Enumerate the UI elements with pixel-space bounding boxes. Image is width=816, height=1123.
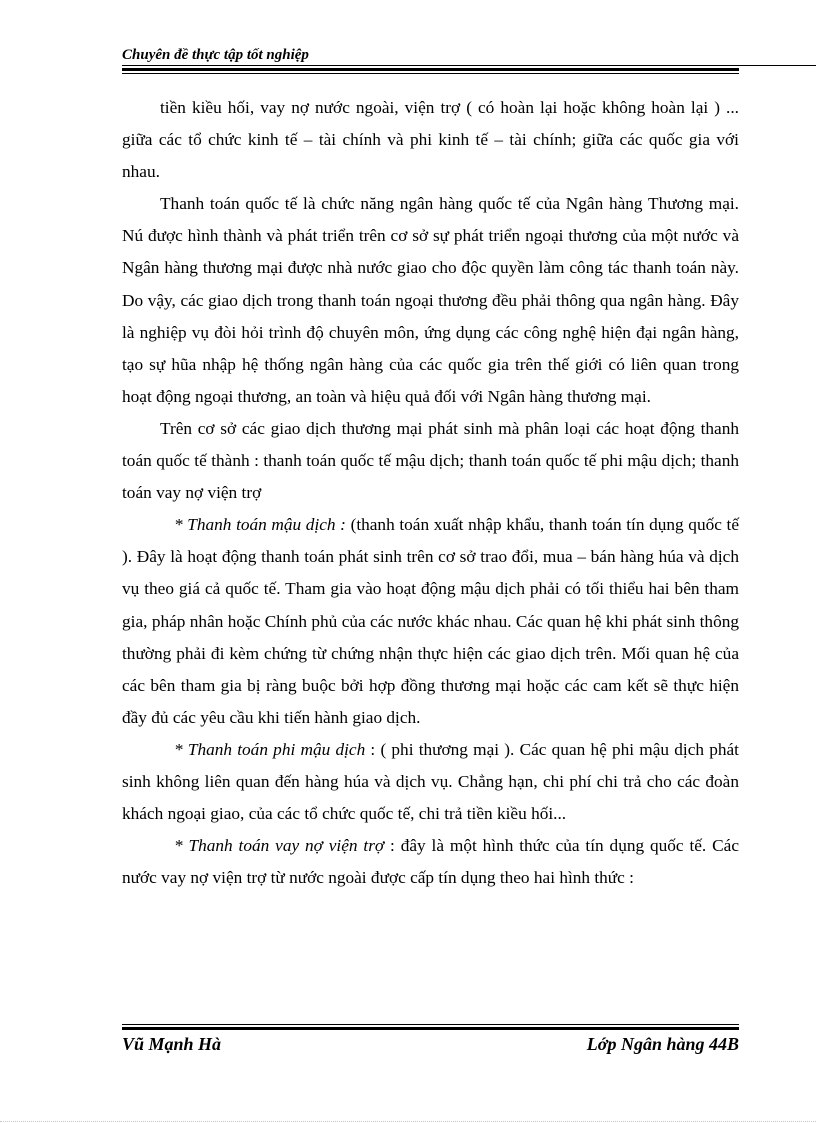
paragraph-4	[122, 509, 739, 734]
paragraph-6-lead: * Thanh toán vay nợ viện trợ	[174, 836, 385, 856]
paragraph-6	[122, 830, 739, 894]
paragraph-4-lead: * Thanh toán mậu dịch :	[174, 515, 346, 535]
header-title: Chuyên đề thực tập tốt nghiệp	[122, 47, 309, 63]
footer-class: Lớp Ngân hàng 44B	[586, 1034, 739, 1054]
paragraph-6-text: : đây là một hình thức của tín dụng quốc tế. Các nước vay nợ viện trợ từ nước ngoài được cấp tín dụng theo hai hình thức :	[122, 836, 739, 888]
footer-author: Vũ Mạnh Hà	[122, 1034, 222, 1054]
paragraph-1: tiền kiều hối, vay nợ nước ngoài, viện trợ ( có hoàn lại hoặc không hoàn lại ) ... giữa các tổ chức kinh tế – tài chính và phi kinh tế – tài chính; giữa các quốc gia với nhau.	[122, 98, 739, 182]
page-edge-divider	[0, 1121, 816, 1122]
paragraph-5	[122, 734, 739, 830]
paragraph-5-lead: * Thanh toán phi mậu dịch	[174, 739, 366, 759]
paragraph-3: Trên cơ sở các giao dịch thương mại phát sinh mà phân loại các hoạt động thanh toán quốc tế thành : thanh toán quốc tế mậu dịch; thanh toán quốc tế phi mậu dịch; thanh toán vay nợ viện trợ	[122, 418, 739, 503]
header-underline	[122, 65, 816, 66]
header-rule	[122, 68, 739, 74]
paragraph-4-text: (thanh toán xuất nhập khẩu, thanh toán tín dụng quốc tế ). Đây là hoạt động thanh toán phát sinh trên cơ sở trao đổi, mua – bán hàng húa và dịch vụ theo giá cả quốc tế. Tham gia vào hoạt động mậu dịch phải có tối thiểu hai bên tham gia, pháp nhân hoặc Chính phủ của các nước khác nhau. Các quan hệ khi phát sinh thông thường phải đi kèm chứng từ chứng nhận thực hiện các giao dịch trên. Mối quan hệ của các bên tham gia bị ràng buộc bởi hợp đồng thương mại hoặc các cam kết sẽ thực hiện đầy đủ các yêu cầu khi tiến hành giao dịch.	[122, 515, 739, 727]
body-text	[122, 92, 739, 894]
paragraph-2: Thanh toán quốc tế là chức năng ngân hàng quốc tế của Ngân hàng Thương mại. Nú được hình thành và phát triển trên cơ sở sự phát triển ngoại thương của một nước và Ngân hàng thương mại được nhà nước giao cho độc quyền làm công tác thanh toán này. Do vậy, các giao dịch trong thanh toán ngoại thương đều phải thông qua ngân hàng. Đây là nghiệp vụ đòi hỏi trình độ chuyên môn, ứng dụng các công nghệ hiện đại ngân hàng, tạo sự hũa nhập hệ thống ngân hàng của các quốc gia trên thế giới có liên quan trong hoạt động ngoại thương, an toàn và hiệu quả đối với Ngân hàng thương mại.	[122, 194, 739, 406]
footer-rule	[122, 1024, 739, 1030]
paragraph-5-text: : ( phi thương mại ). Các quan hệ phi mậu dịch phát sinh không liên quan đến hàng húa và dịch vụ. Chẳng hạn, chi phí chi trả cho các đoàn khách ngoại giao, của các tổ chức quốc tế, chi trả tiền kiều hối...	[122, 739, 739, 824]
